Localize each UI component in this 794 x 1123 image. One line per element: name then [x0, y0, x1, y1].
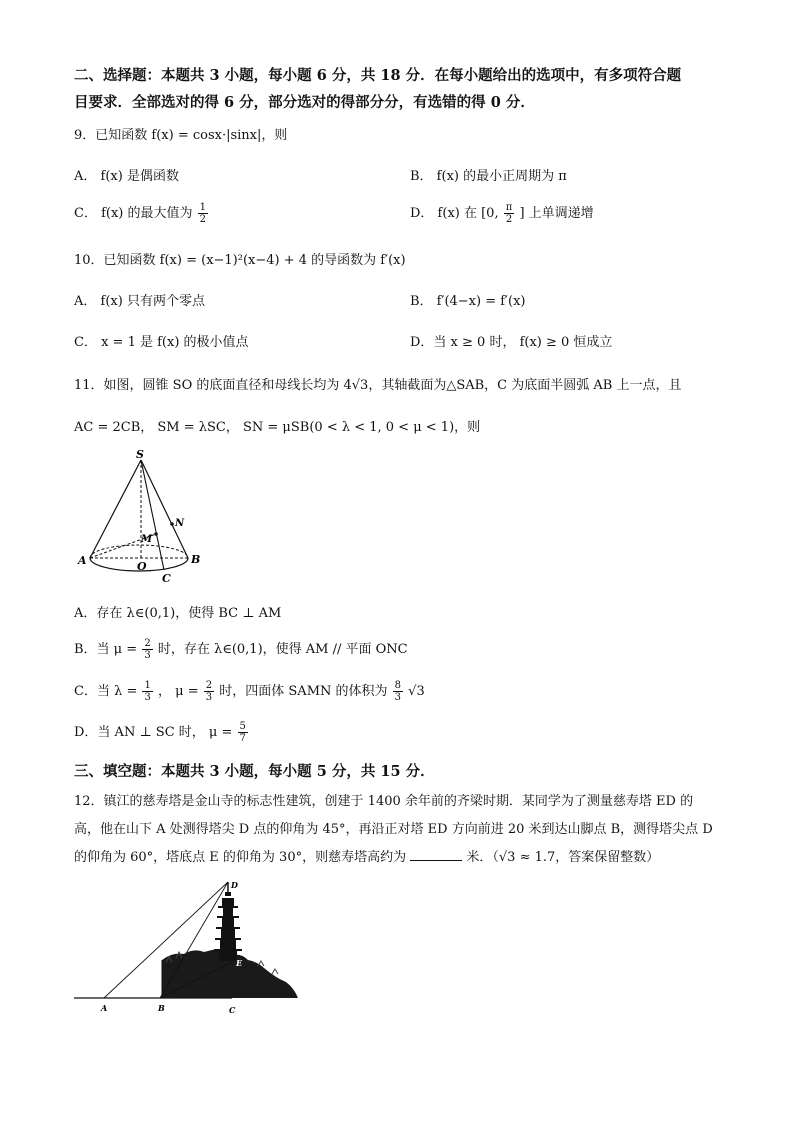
label-e: E — [236, 958, 243, 968]
q11-option-d-fraction: $\frac{5}{7}$ — [239, 721, 246, 744]
q12-line2: 高，他在山下 A 处测得塔尖 D 点的仰角为 45°，再沿正对塔 ED 方向前进 20 米到达山脚点 B，测得塔尖点 D — [74, 822, 713, 837]
q9-option-d-tail: ] 上单调递增 — [519, 206, 594, 221]
answer-blank[interactable] — [410, 848, 462, 861]
cone-line-sc — [141, 460, 164, 570]
q11-stem-line2: AC = 2CB， SM = λSC， SN = μSB(0 < λ < 1, 0 < μ < 1)，则 — [74, 420, 481, 435]
q9-option-d[interactable] — [410, 202, 594, 225]
q9-option-d-text: D． f(x) 在 [0, — [410, 206, 499, 221]
q9-option-a[interactable]: A． f(x) 是偶函数 — [74, 169, 179, 184]
q9-option-b[interactable]: B． f(x) 的最小正周期为 π — [410, 169, 567, 184]
label-a: A — [78, 554, 87, 567]
cone-line-sa — [90, 460, 141, 558]
q9-stem: 9．已知函数 f(x) = cosx·|sinx|，则 — [74, 128, 288, 143]
q11-option-d[interactable] — [74, 721, 249, 744]
q11-option-c-mid: ， μ = — [158, 684, 199, 699]
q12-line3-text: 的仰角为 60°，塔底点 E 的仰角为 30°，则慈寿塔高约为 — [74, 850, 407, 865]
label-a: A — [101, 1003, 108, 1013]
q9-option-c-fraction: $\frac{1}{2}$ — [199, 202, 207, 225]
q12-line3 — [74, 846, 659, 865]
q11-option-c[interactable] — [74, 680, 425, 703]
q9-option-c[interactable] — [74, 202, 209, 225]
q10-option-b[interactable]: B． f′(4−x) = f′(x) — [410, 294, 526, 309]
q11-stem-line1: 11．如图，圆锥 SO 的底面直径和母线长均为 4√3，其轴截面为△SAB，C 为底面半圆弧 AB 上一点，且 — [74, 378, 682, 393]
label-b: B — [158, 1003, 165, 1013]
label-b: B — [191, 553, 201, 566]
section-2-heading-line1: 二、选择题：本题共 3 小题，每小题 6 分，共 18 分．在每小题给出的选项中，有多项符合题 — [74, 67, 682, 84]
q12-line1: 12．镇江的慈寿塔是金山寺的标志性建筑，创建于 1400 余年前的齐梁时期．某同学为了测量慈寿塔 ED 的 — [74, 794, 694, 809]
q11-option-a[interactable]: A．存在 λ∈(0,1)，使得 BC ⊥ AM — [74, 606, 282, 621]
label-m: M — [141, 534, 153, 545]
q10-option-a[interactable]: A． f(x) 只有两个零点 — [74, 294, 205, 309]
pagoda — [214, 882, 242, 961]
cone-figure — [76, 448, 216, 588]
q9-option-d-fraction: $\frac{\pi}{2}$ — [505, 202, 513, 225]
q10-stem: 10．已知函数 f(x) = (x−1)²(x−4) + 4 的导函数为 f′(x) — [74, 253, 406, 268]
q11-option-b[interactable] — [74, 638, 408, 661]
q11-option-b-text: B．当 μ = — [74, 642, 138, 657]
section-3-heading: 三、填空题：本题共 3 小题，每小题 5 分，共 15 分． — [74, 763, 435, 780]
label-c: C — [229, 1005, 236, 1015]
q11-option-b-tail: 时，存在 λ∈(0,1)，使得 AM // 平面 ONC — [157, 642, 408, 657]
cone-base-back — [90, 545, 188, 558]
q10-option-d[interactable]: D．当 x ≥ 0 时， f(x) ≥ 0 恒成立 — [410, 335, 613, 350]
label-d: D — [231, 880, 238, 890]
q11-option-c-mid2: 时，四面体 SAMN 的体积为 — [219, 684, 388, 699]
q12-line3-tail: 米．（√3 ≈ 1.7，答案保留整数） — [466, 850, 660, 865]
q11-option-c-fraction-2: $\frac{2}{3}$ — [205, 680, 213, 703]
label-s: S — [136, 448, 144, 461]
label-o: O — [137, 560, 147, 573]
tower-figure — [72, 878, 312, 1018]
q11-option-c-tail: √3 — [408, 684, 425, 699]
q11-option-c-fraction-1: $\frac{1}{3}$ — [144, 680, 151, 703]
label-c: C — [162, 572, 171, 585]
section-2-heading-line2: 目要求．全部选对的得 6 分，部分选对的得部分分，有选错的得 0 分． — [74, 94, 535, 111]
point-n — [170, 522, 174, 526]
point-m — [154, 532, 158, 536]
q11-option-c-text: C．当 λ = — [74, 684, 138, 699]
q11-option-c-fraction-3: $\frac{8}{3}$ — [394, 680, 402, 703]
q9-option-c-text: C． f(x) 的最大值为 — [74, 206, 193, 221]
label-n: N — [175, 518, 185, 529]
q11-option-b-fraction: $\frac{2}{3}$ — [144, 638, 151, 661]
q10-option-c[interactable]: C． x = 1 是 f(x) 的极小值点 — [74, 335, 249, 350]
q11-option-d-text: D．当 AN ⊥ SC 时， μ = — [74, 725, 233, 740]
